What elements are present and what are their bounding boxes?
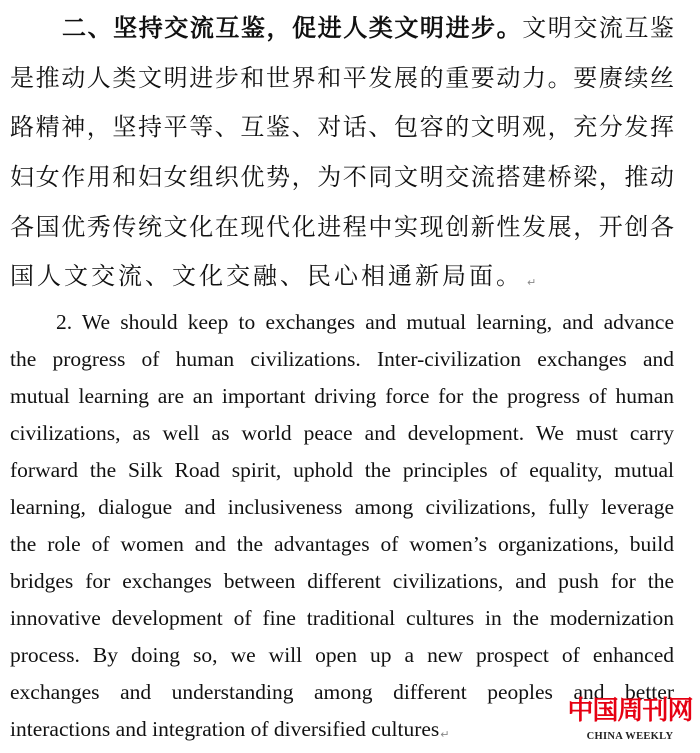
english-line-1: 2. We should keep to exchanges and mutual learning, and advance	[56, 310, 674, 334]
english-line-2: the progress of human civilizations. Inter-civilization exchanges and	[10, 347, 674, 371]
chinese-line-1	[62, 3, 674, 53]
chinese-line-3: 路精神，坚持平等、互鉴、对话、包容的文明观，充分发挥	[10, 113, 674, 141]
english-line-12	[10, 711, 449, 748]
english-line-8: bridges for exchanges between different civilizations, and push for the	[10, 569, 674, 593]
english-line-11: exchanges and understanding among different peoples and better	[10, 680, 674, 704]
watermark-chinese-logo: 中国周刊网	[567, 696, 693, 726]
china-weekly-watermark	[566, 696, 694, 744]
chinese-heading: 二、坚持交流互鉴，促进人类文明进步。	[62, 13, 523, 42]
english-line-4: civilizations, as well as world peace and development. We must carry	[10, 421, 674, 445]
chinese-line-6	[10, 251, 674, 301]
english-line-9: innovative development of fine traditional cultures in the modernization	[10, 606, 674, 630]
chinese-line-2: 是推动人类文明进步和世界和平发展的重要动力。要赓续丝	[10, 64, 674, 92]
chinese-line-text: 国人文交流、文化交融、民心相通新局面。	[10, 262, 523, 290]
watermark-english-logo: CHINA WEEKLY	[586, 731, 674, 742]
chinese-line-text: 文明交流互鉴	[522, 14, 675, 42]
paragraph-mark-icon: ↵	[440, 728, 450, 741]
english-line-10: process. By doing so, we will open up a new prospect of enhanced	[10, 643, 674, 667]
chinese-line-5: 各国优秀传统文化在现代化进程中实现创新性发展，开创各	[10, 213, 674, 241]
english-line-6: learning, dialogue and inclusiveness among civilizations, fully leverage	[10, 495, 674, 519]
english-line-text: interactions and integration of diversified cultures	[10, 717, 440, 741]
english-line-7: the role of women and the advantages of women’s organizations, build	[10, 532, 674, 556]
english-line-3: mutual learning are an important driving force for the progress of human	[10, 384, 674, 408]
english-line-5: forward the Silk Road spirit, uphold the principles of equality, mutual	[10, 458, 674, 482]
paragraph-mark-icon: ↵	[527, 276, 540, 289]
chinese-line-4: 妇女作用和妇女组织优势，为不同文明交流搭建桥梁，推动	[10, 163, 674, 191]
